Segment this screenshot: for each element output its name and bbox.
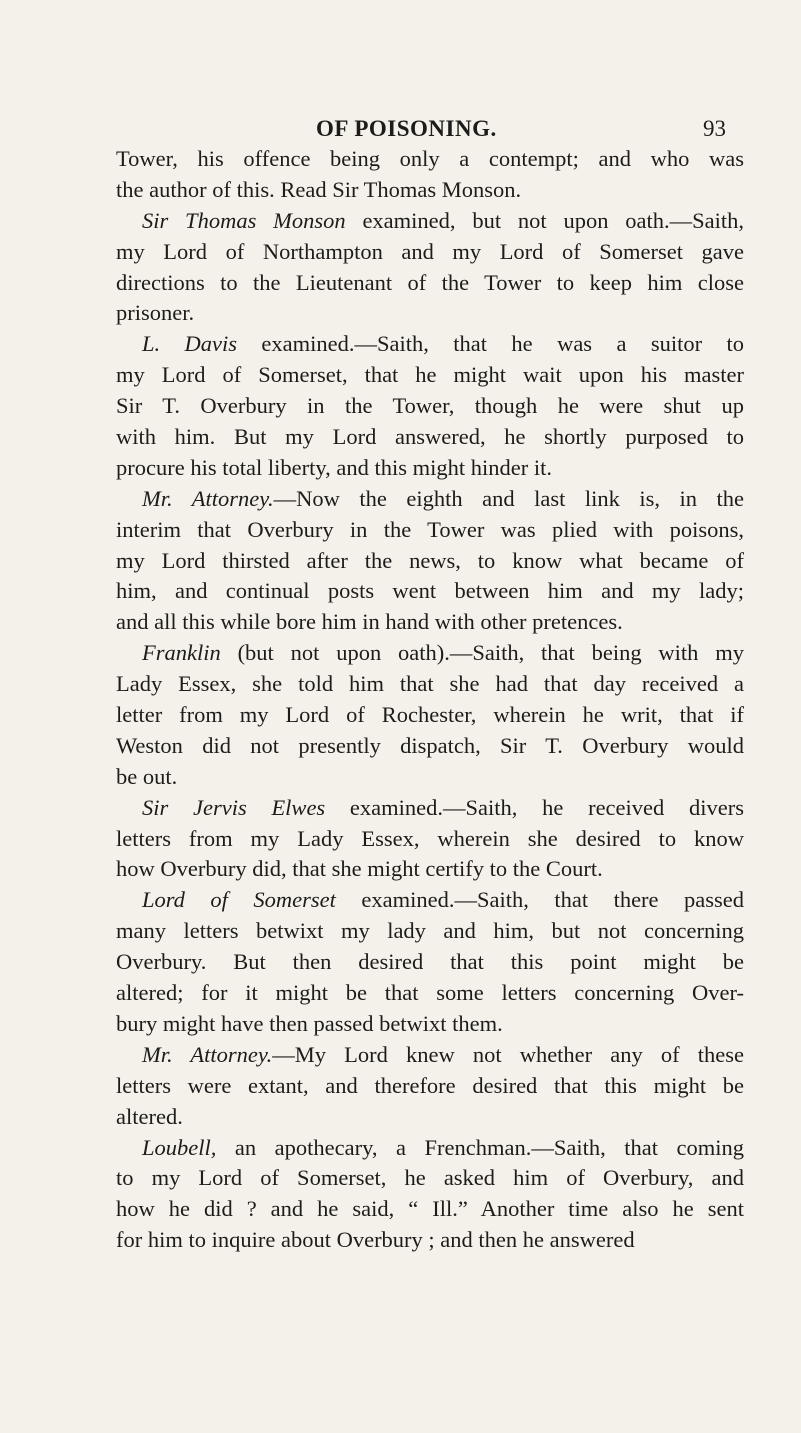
text-line (116, 700, 744, 731)
text-run: be out. (116, 763, 178, 789)
speaker-name: Mr. Attorney. (142, 485, 274, 511)
text-line (116, 268, 744, 299)
text-run: examined.—Saith, he received divers (325, 794, 744, 820)
text-run: Weston did not presently dispatch, Sir T. Overbury would (116, 732, 744, 758)
text-run: Tower, his offence being only a contempt; and who was (116, 146, 744, 171)
text-run: the author of this. Read Sir Thomas Monson. (116, 176, 522, 202)
text-line (116, 731, 744, 762)
speaker-name: Lord of Somerset (142, 887, 336, 913)
text-run: examined.—Saith, that there passed (335, 887, 745, 913)
speaker-name: Loubell, (142, 1134, 217, 1160)
text-run: letters from my Lady Essex, wherein she desired to know (116, 825, 744, 851)
text-line (116, 298, 744, 329)
text-line (116, 1163, 744, 1194)
text-line (116, 947, 744, 978)
page-number: 93 (703, 116, 726, 141)
text-run: procure his total liberty, and this might hinder it. (116, 454, 552, 480)
text-line (116, 360, 744, 391)
text-run: with him. But my Lord answered, he shortly purposed to (116, 424, 744, 450)
text-run: to my Lord of Somerset, he asked him of Overbury, and (116, 1165, 744, 1191)
text-line (116, 329, 744, 360)
speaker-name: Sir Thomas Monson (142, 207, 346, 233)
text-run: examined, but not upon oath.—Saith, (345, 207, 744, 233)
text-line (116, 515, 744, 546)
text-run: my Lord of Northampton and my Lord of Somerset gave (116, 238, 744, 264)
text-run: examined.—Saith, that he was a suitor to (237, 331, 744, 357)
speaker-name: Sir Jervis Elwes (142, 794, 326, 820)
text-run: letters were extant, and therefore desired that this might be (116, 1072, 744, 1098)
speaker-name: Mr. Attorney. (142, 1041, 273, 1067)
text-line (116, 422, 744, 453)
text-line (116, 824, 744, 855)
text-line (116, 793, 744, 824)
text-line (116, 453, 744, 484)
text-run: Overbury. But then desired that this point might be (116, 949, 744, 975)
text-line (116, 1071, 744, 1102)
text-run: Lady Essex, she told him that she had that day received a (116, 671, 744, 697)
text-line (116, 206, 744, 237)
text-line (116, 576, 744, 607)
text-line (116, 638, 744, 669)
text-run: bury might have then passed betwixt them. (116, 1010, 503, 1036)
running-head (0, 116, 801, 146)
text-line (116, 669, 744, 700)
text-line (116, 546, 744, 577)
text-run: my Lord of Somerset, that he might wait upon his master (116, 362, 744, 388)
text-run: and all this while bore him in hand with other pretences. (116, 609, 623, 635)
speaker-name: Franklin (142, 640, 221, 666)
text-line (116, 607, 744, 638)
text-line (116, 175, 744, 206)
text-line (116, 484, 744, 515)
text-line (116, 854, 744, 885)
text-line (116, 1040, 744, 1071)
text-line (116, 391, 744, 422)
speaker-name: L. Davis (142, 331, 238, 357)
text-line (116, 144, 744, 175)
text-line (116, 885, 744, 916)
text-run: for him to inquire about Overbury ; and then he answered (116, 1227, 635, 1253)
text-run: many letters betwixt my lady and him, but not concerning (116, 918, 744, 944)
text-line (116, 916, 744, 947)
text-run: altered; for it might be that some letters concerning Over- (116, 980, 744, 1006)
text-run: (but not upon oath).—Saith, that being with my (220, 640, 744, 666)
text-line (116, 1225, 744, 1256)
text-run: Sir T. Overbury in the Tower, though he were shut up (116, 393, 744, 419)
text-line (116, 1194, 744, 1225)
running-title: OF POISONING. (316, 116, 497, 141)
text-run: —Now the eighth and last link is, in the (273, 485, 744, 511)
text-run: how he did ? and he said, “ Ill.” Another time also he sent (116, 1196, 744, 1222)
body-text (116, 144, 744, 1256)
text-line (116, 1102, 744, 1133)
text-run: how Overbury did, that she might certify to the Court. (116, 856, 603, 882)
text-run: an apothecary, a Frenchman.—Saith, that coming (216, 1134, 744, 1160)
text-run: directions to the Lieutenant of the Tower to keep him close (116, 269, 744, 295)
text-line (116, 1009, 744, 1040)
text-run: him, and continual posts went between him and my lady; (116, 578, 744, 604)
text-run: prisoner. (116, 300, 195, 326)
text-line (116, 237, 744, 268)
text-run: altered. (116, 1103, 183, 1129)
text-line (116, 1133, 744, 1164)
text-run: —My Lord knew not whether any of these (272, 1041, 744, 1067)
text-run: interim that Overbury in the Tower was plied with poisons, (116, 516, 744, 542)
text-run: my Lord thirsted after the news, to know what became of (116, 547, 744, 573)
text-line (116, 762, 744, 793)
text-line (116, 978, 744, 1009)
text-run: letter from my Lord of Rochester, wherein he writ, that if (116, 702, 744, 728)
